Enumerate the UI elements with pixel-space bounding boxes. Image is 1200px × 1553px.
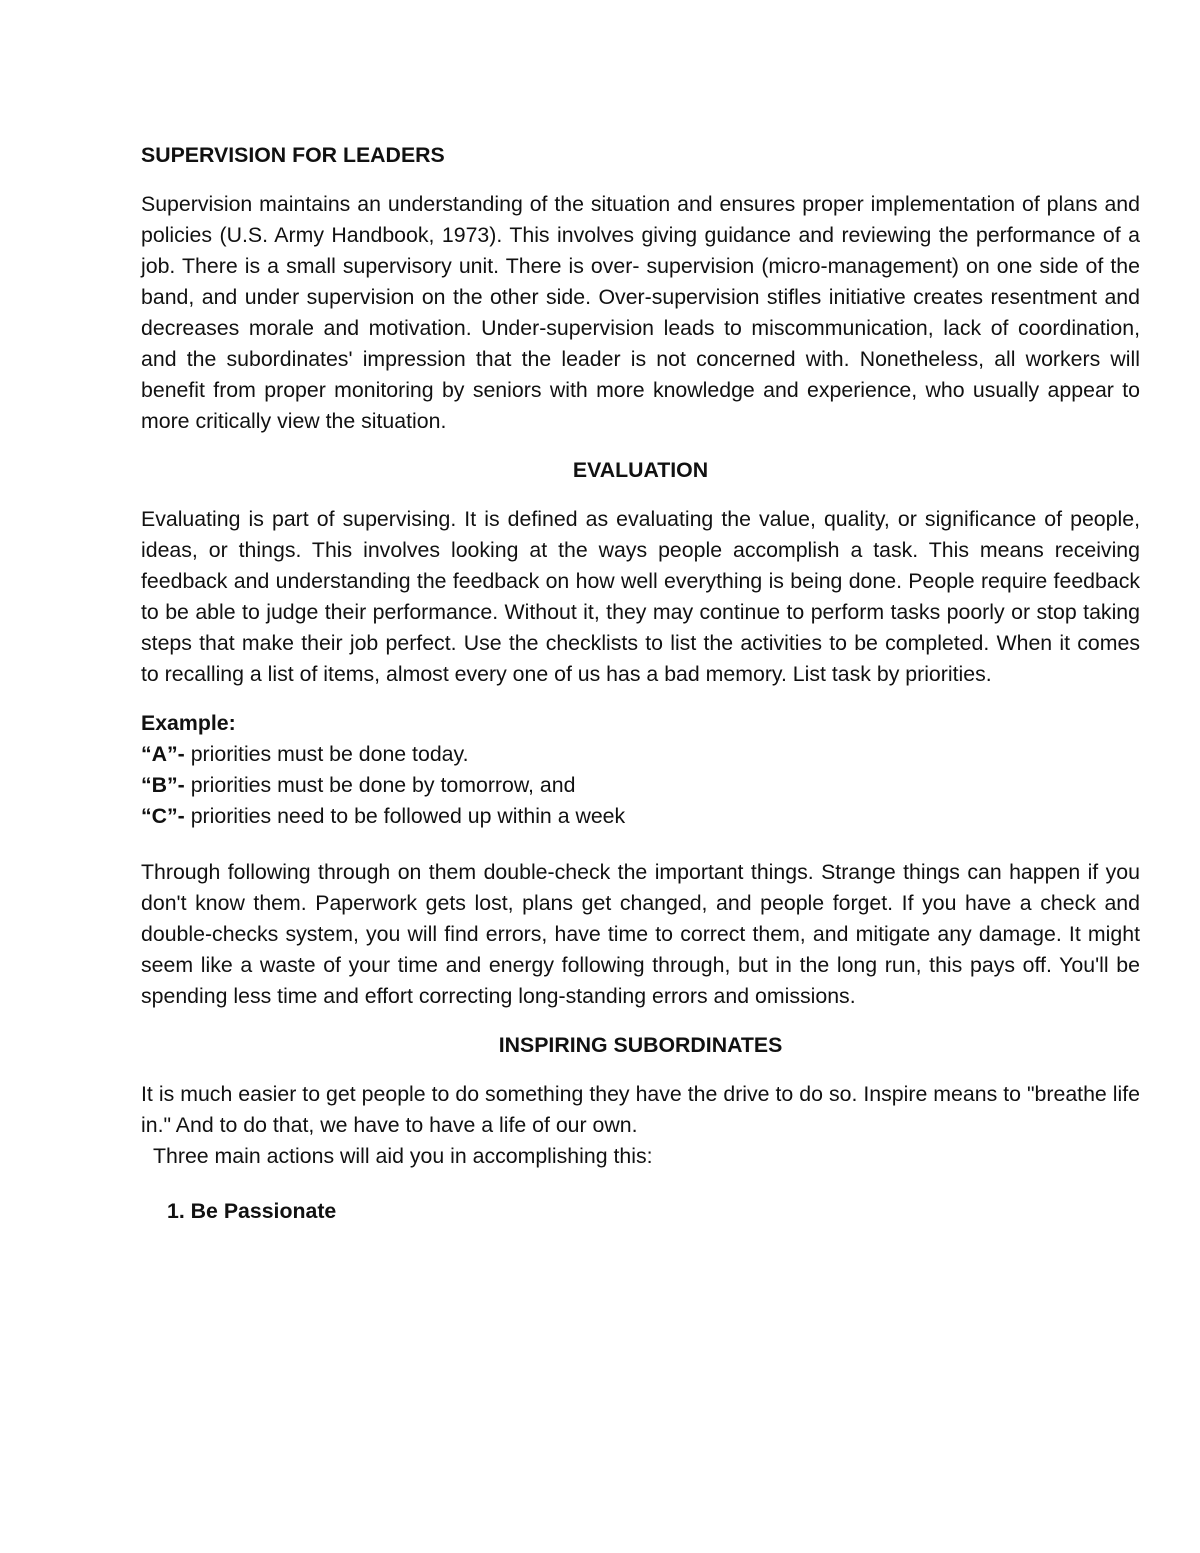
section-title-inspiring: INSPIRING SUBORDINATES bbox=[498, 1033, 783, 1057]
actions-intro-line: Three main actions will aid you in accomplishing this: bbox=[153, 1144, 653, 1168]
example-block bbox=[141, 708, 1140, 832]
follow-through-paragraph: Through following through on them double-check the important things. Strange things can happen if you don't know them. Paperwork gets lost, plans get changed, and people forget. If you have a check and double-checks system, you will find errors, have time to correct them, and mitigate any damage. It might seem like a waste of your time and energy following through, but in the long run, this pays off. You'll be spending less time and effort correcting long-standing errors and omissions. bbox=[141, 860, 1140, 1008]
example-item bbox=[141, 739, 1140, 770]
example-item-text: priorities must be done today. bbox=[184, 742, 469, 766]
example-item-text: priorities need to be followed up within a week bbox=[184, 804, 626, 828]
example-item bbox=[141, 770, 1140, 801]
example-title: Example: bbox=[141, 711, 236, 735]
example-item bbox=[141, 801, 1140, 832]
document-page bbox=[141, 140, 1140, 1227]
list-item: 1. Be Passionate bbox=[167, 1199, 337, 1223]
example-item-key: “C”- bbox=[141, 804, 185, 828]
example-item-key: “B”- bbox=[141, 773, 185, 797]
section-title-evaluation: EVALUATION bbox=[572, 458, 709, 482]
section-title-supervision: SUPERVISION FOR LEADERS bbox=[141, 143, 445, 167]
example-item-key: “A”- bbox=[141, 742, 185, 766]
inspiring-paragraph: It is much easier to get people to do something they have the drive to do so. Inspire means to "breathe life in." And to do that, we have to have a life of our own. bbox=[141, 1082, 1140, 1137]
evaluation-paragraph: Evaluating is part of supervising. It is defined as evaluating the value, quality, or significance of people, ideas, or things. This involves looking at the ways people accomplish a task. This means receiving feedback and understanding the feedback on how well everything is being done. People require feedback to be able to judge their performance. Without it, they may continue to perform tasks poorly or stop taking steps that make their job perfect. Use the checklists to list the activities to be completed. When it comes to recalling a list of items, almost every one of us has a bad memory. List task by priorities. bbox=[141, 507, 1140, 686]
supervision-paragraph: Supervision maintains an understanding of the situation and ensures proper implementation of plans and policies (U.S. Army Handbook, 1973). This involves giving guidance and reviewing the performance of a job. There is a small supervisory unit. There is over- supervision (micro-management) on one side of the band, and under supervision on the other side. Over-supervision stifles initiative creates resentment and decreases morale and motivation. Under-supervision leads to miscommunication, lack of coordination, and the subordinates' impression that the leader is not concerned with. Nonetheless, all workers will benefit from proper monitoring by seniors with more knowledge and experience, who usually appear to more critically view the situation. bbox=[141, 192, 1140, 433]
example-item-text: priorities must be done by tomorrow, and bbox=[184, 773, 576, 797]
